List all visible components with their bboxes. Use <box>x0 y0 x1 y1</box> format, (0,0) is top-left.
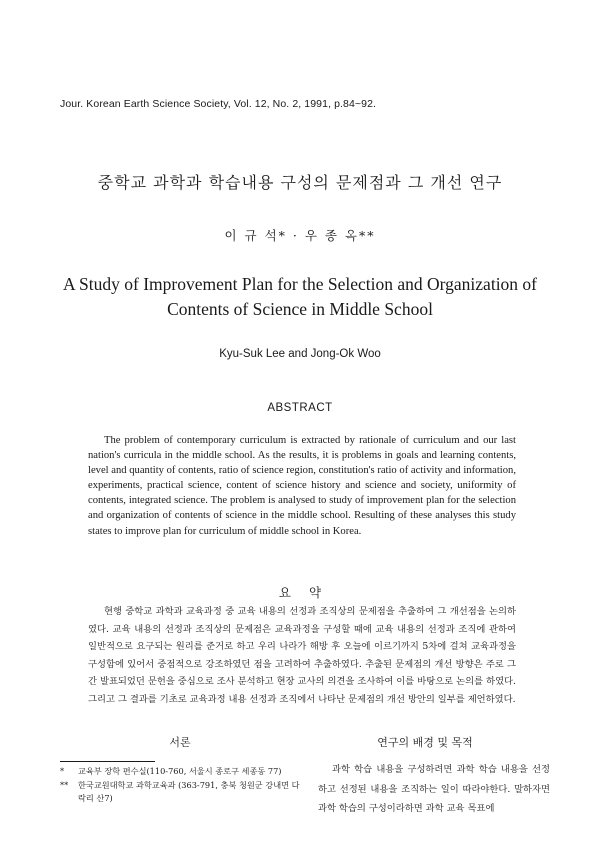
section-heading-introduction: 서론 <box>169 736 191 749</box>
background-paragraph: 과학 학습 내용을 구성하려면 과학 학습 내용을 선정하고 선정된 내용을 조직하는 일이 따라야한다. 말하자면 과학 학습의 구성이라하면 과학 교육 목표에 <box>318 764 550 814</box>
footnote-divider <box>60 761 155 762</box>
section-heading-background: 연구의 배경 및 목적 <box>377 736 473 749</box>
footnote <box>60 779 300 806</box>
footnote-mark: * <box>60 766 65 776</box>
footnote-text: 한국교원대학교 과학교육과 (363-791, 충북 청원군 강내면 다락리 산7) <box>78 779 300 803</box>
abstract-body: The problem of contemporary curriculum is extracted by rationale of curriculum and our last nation's curricula in the middle school. As the results, it is problems in goals and learning contents, level and quantity of contents, ratio of science region, constitution's ratio of activity and information, experiments, practical science, content of science history and science and society, uniformity of contents, integrated science. The problem is analysed to study of improvement plan for the selection and organization of contents of science in the middle school. Resulting of these analyses this study states to improve plan for curriculum of middle school in Korea. <box>88 435 516 537</box>
footnote <box>60 765 300 779</box>
footnotes <box>60 765 300 806</box>
footnote-mark: ** <box>60 779 69 790</box>
authors-english: Kyu-Suk Lee and Jong-Ok Woo <box>219 348 381 360</box>
abstract-heading: ABSTRACT <box>267 402 333 414</box>
authors-korean: 이 규 석* · 우 종 옥** <box>224 228 376 243</box>
summary-body: 현행 중학교 과학과 교육과정 중 교육 내용의 선정과 조직상의 문제점을 추출하여 그 개선점을 논의하였다. 교육 내용의 선정과 조직상의 문제점은 교육과정을 구성할 때에 교육 내용의 선정과 조직에 관하여 일반적으로 요구되는 원리를 준거로 하고 우리 나라가 해방 후 오늘에 이르기까지 5차에 걸쳐 교육과정을 구성함에 있어서 중점적으로 강조하였던 점을 고려하여 추출하였다. 추출된 문제점의 개선 방향은 주로 그간 발표되었던 문헌을 중심으로 조사 분석하고 현장 교사의 의견을 조사하여 이를 바탕으로 논의를 하였다. 그리고 그 결과를 기초로 교육과정 내용 선정과 조직에서 나타난 문제점의 개선 방안의 일부를 제언하였다. <box>88 606 516 705</box>
journal-citation: Jour. Korean Earth Science Society, Vol. 12, No. 2, 1991, p.84~92. <box>60 98 377 110</box>
footnote-text: 교육부 장학 편수실(110-760, 서울시 종로구 세종동 77) <box>78 766 282 776</box>
title-korean: 중학교 과학과 학습내용 구성의 문제점과 그 개선 연구 <box>97 173 503 192</box>
title-english: A Study of Improvement Plan for the Selection and Organization of Contents of Science in Middle School <box>62 274 538 319</box>
summary-heading: 요약 <box>278 585 340 600</box>
